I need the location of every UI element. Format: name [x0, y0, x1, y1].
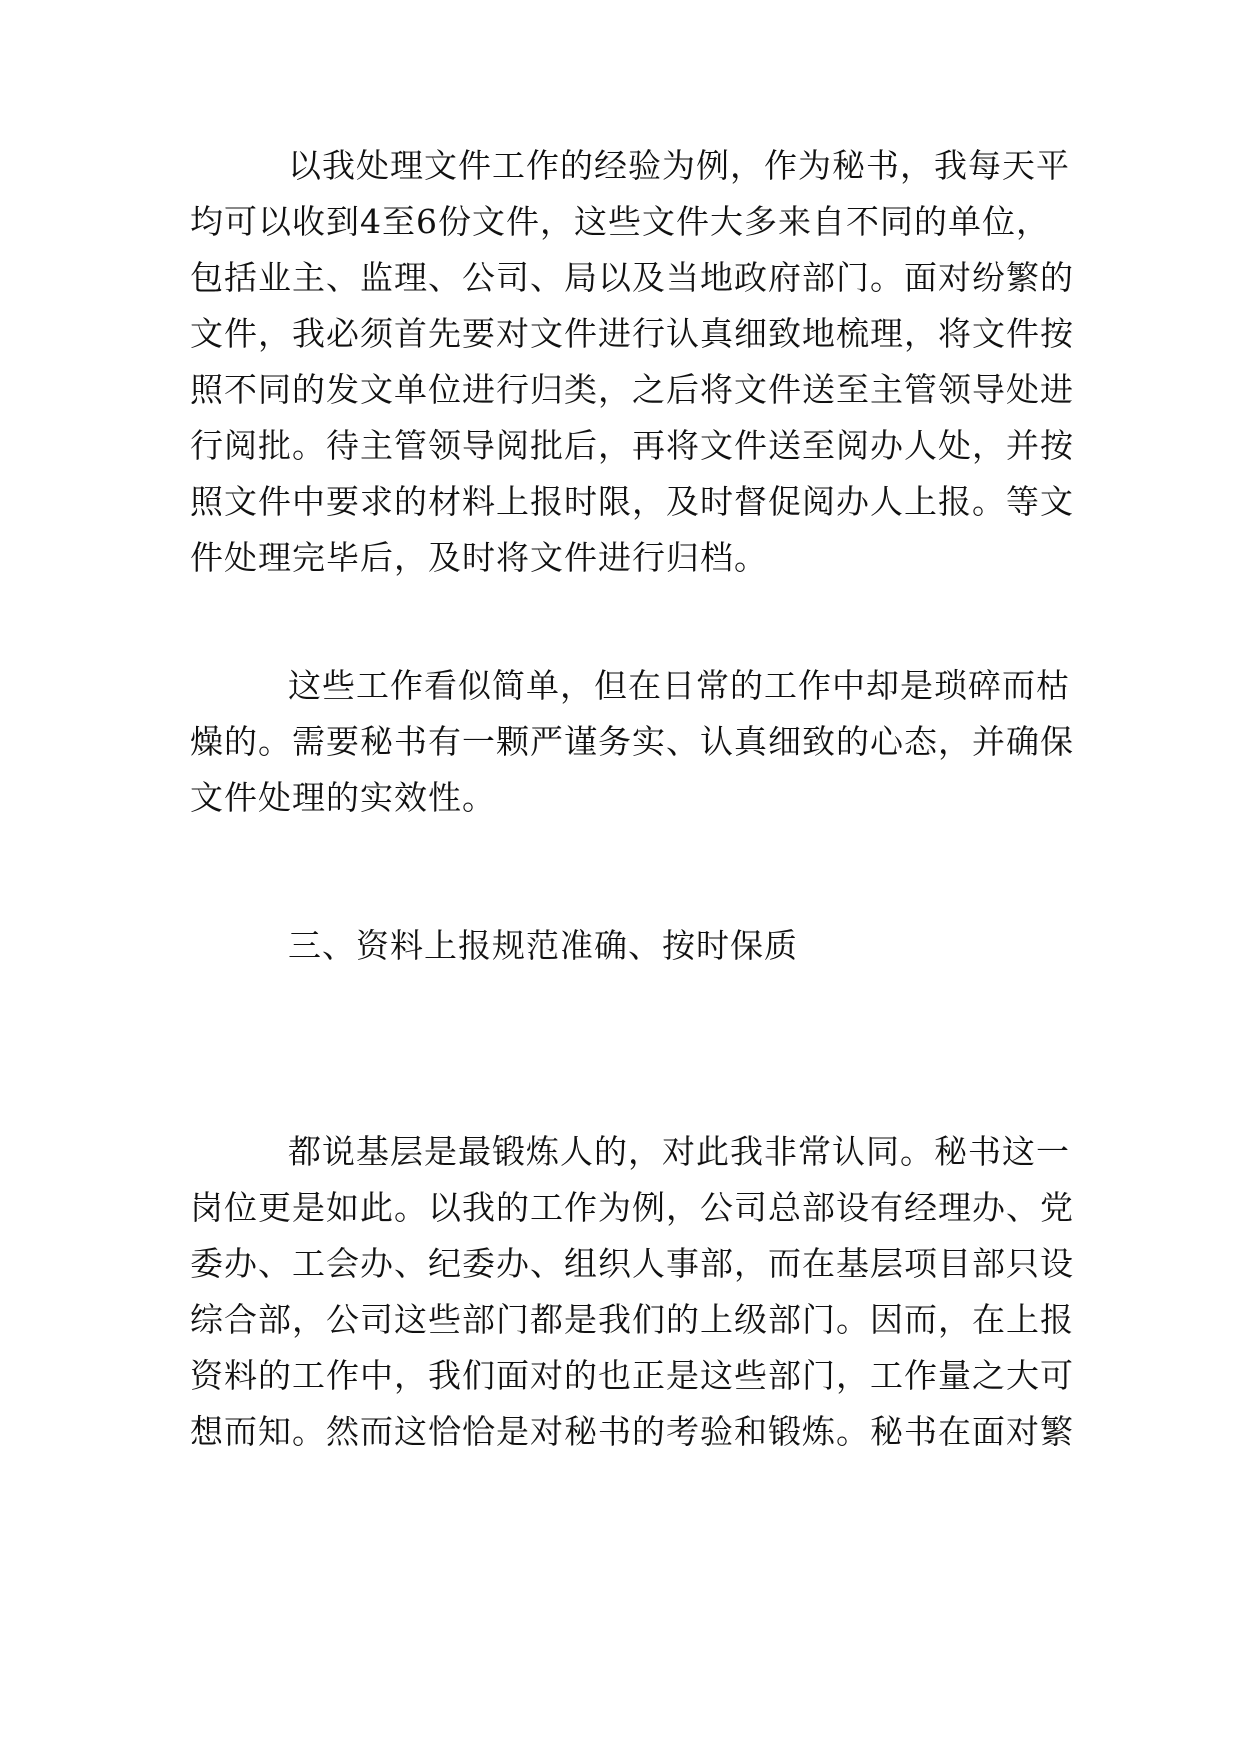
text-line: 照文件中要求的材料上报时限，及时督促阅办人上报。等文 — [190, 482, 1074, 521]
text-line: 均可以收到4至6份文件，这些文件大多来自不同的单位， — [190, 202, 1050, 241]
text-line: 这些工作看似简单，但在日常的工作中却是琐碎而枯 — [288, 666, 1070, 705]
text-line: 委办、工会办、纪委办、组织人事部，而在基层项目部只设 — [190, 1244, 1074, 1283]
text-line: 燥的。需要秘书有一颗严谨务实、认真细致的心态，并确保 — [190, 722, 1074, 761]
text-line: 以我处理文件工作的经验为例，作为秘书，我每天平 — [288, 146, 1070, 185]
text-line: 文件，我必须首先要对文件进行认真细致地梳理，将文件按 — [190, 314, 1074, 353]
text-line: 照不同的发文单位进行归类，之后将文件送至主管领导处进 — [190, 370, 1074, 409]
paragraph-grassroots-work — [190, 1124, 1074, 1460]
text-line: 综合部，公司这些部门都是我们的上级部门。因而，在上报 — [190, 1300, 1074, 1339]
text-line: 都说基层是最锻炼人的，对此我非常认同。秘书这一 — [288, 1132, 1070, 1171]
text-line: 件处理完毕后，及时将文件进行归档。 — [190, 538, 768, 577]
section-heading — [190, 918, 1050, 974]
section-heading-text: 三、资料上报规范准确、按时保质 — [288, 926, 798, 965]
text-line: 文件处理的实效性。 — [190, 778, 496, 817]
paragraph-work-attitude — [190, 658, 1074, 826]
text-line: 行阅批。待主管领导阅批后，再将文件送至阅办人处，并按 — [190, 426, 1074, 465]
text-line: 包括业主、监理、公司、局以及当地政府部门。面对纷繁的 — [190, 258, 1074, 297]
text-line: 岗位更是如此。以我的工作为例，公司总部设有经理办、党 — [190, 1188, 1074, 1227]
text-line: 想而知。然而这恰恰是对秘书的考验和锻炼。秘书在面对繁 — [190, 1412, 1074, 1451]
text-line: 资料的工作中，我们面对的也正是这些部门，工作量之大可 — [190, 1356, 1074, 1395]
paragraph-file-handling — [190, 138, 1074, 586]
